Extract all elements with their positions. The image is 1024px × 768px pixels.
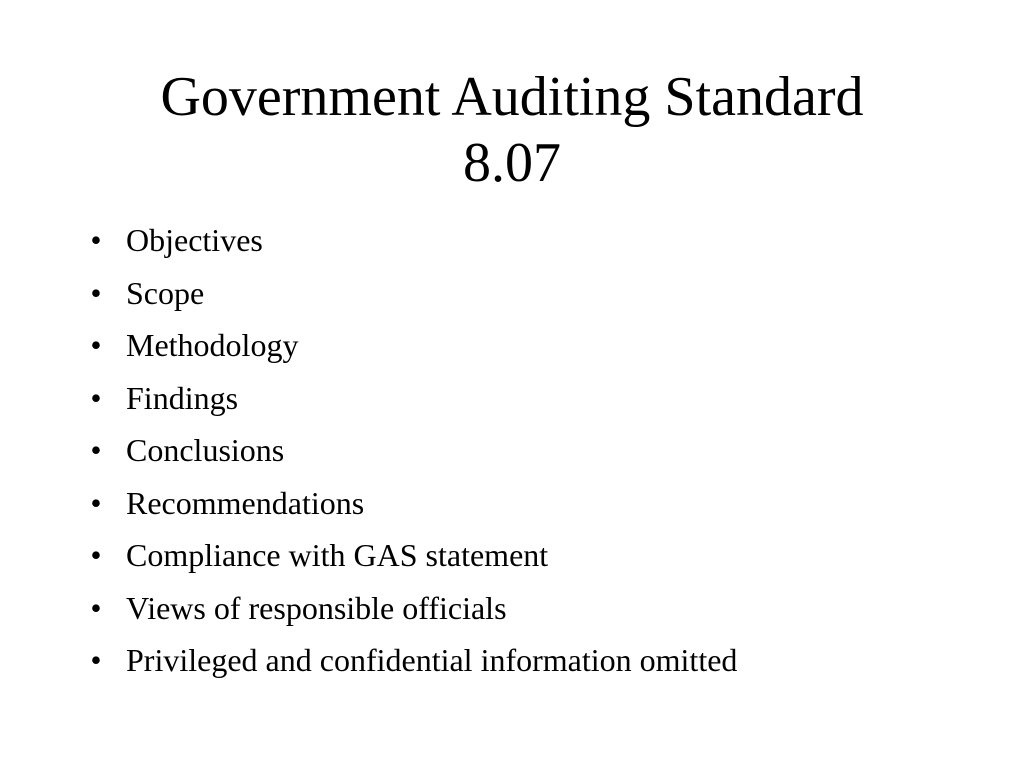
bullet-item-findings [86, 372, 986, 425]
slide-title [0, 64, 1024, 196]
bullet-text: Privileged and confidential information omitted [126, 642, 738, 678]
bullet-text: Recommendations [126, 484, 365, 521]
bullet-text: Conclusions [126, 432, 285, 468]
bullet-text: Compliance with GAS statement [126, 537, 549, 573]
bullet-text: Methodology [126, 327, 299, 363]
bullet-item-privileged [86, 634, 986, 687]
bullet-icon: • [90, 379, 102, 416]
slide-title-line-2: 8.07 [463, 132, 561, 194]
bullet-item-scope [86, 267, 986, 320]
slide-title-line-1: Government Auditing Standard [160, 66, 864, 128]
bullet-text: Views of responsible officials [126, 589, 507, 626]
bullet-icon: • [90, 484, 102, 521]
bullet-icon: • [90, 222, 102, 258]
bullet-item-objectives [86, 214, 986, 267]
bullet-icon: • [90, 642, 102, 678]
bullet-icon: • [90, 327, 102, 363]
bullet-icon: • [90, 589, 102, 626]
bullet-text: Findings [126, 379, 239, 416]
bullet-icon: • [90, 537, 102, 573]
bullet-text: Scope [126, 274, 205, 311]
bullet-icon: • [90, 432, 102, 468]
bullet-item-views [86, 582, 986, 635]
bullet-item-recommendations [86, 477, 986, 530]
bullet-list [86, 214, 986, 687]
bullet-text: Objectives [126, 222, 263, 258]
bullet-icon: • [90, 274, 102, 311]
bullet-item-methodology [86, 319, 986, 372]
bullet-item-conclusions [86, 424, 986, 477]
bullet-item-compliance [86, 529, 986, 582]
